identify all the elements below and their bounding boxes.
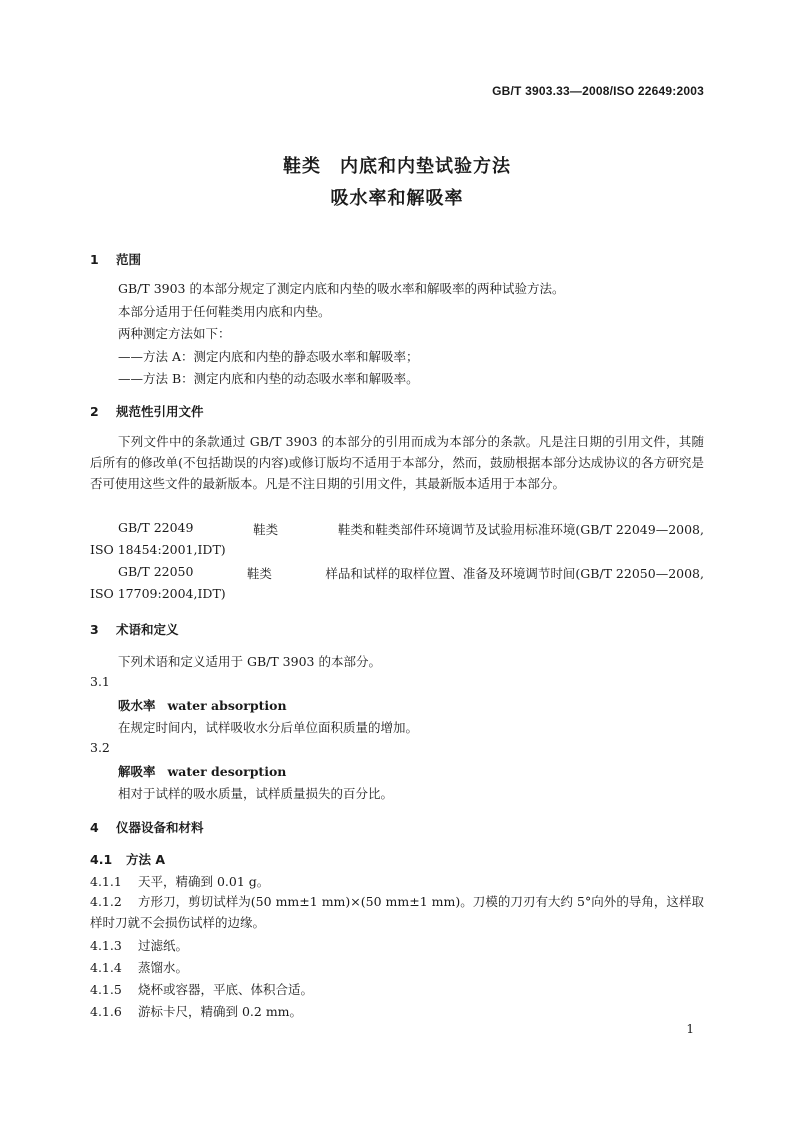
paragraph: 下列文件中的条款通过 GB/T 3903 的本部分的引用而成为本部分的条款。凡是注日期的引用文件，其随后所有的修改单(不包括勘误的内容)或修订版均不适用于本部分，然而，鼓励根据本部分达成协议的各方研究是否可使用这些文件的最新版本。凡是不注日期的引用文件，其最新版本适用于本部分。 — [90, 434, 704, 491]
reference-category: 鞋类 — [246, 566, 272, 581]
reference-code: GB/T 22049 — [118, 520, 194, 535]
reference-code: GB/T 22050 — [118, 564, 194, 579]
reference-1 — [118, 520, 704, 538]
list-item: 4.1.1 天平，精确到 0.01 g。 — [90, 874, 270, 889]
term-definition: 在规定时间内，试样吸收水分后单位面积质量的增加。 — [118, 720, 419, 735]
term-heading: 解吸率 water desorption — [118, 764, 287, 779]
list-item: ——方法 B：测定内底和内垫的动态吸水率和解吸率。 — [118, 371, 419, 386]
paragraph: 本部分适用于任何鞋类用内底和内垫。 — [118, 304, 331, 319]
term-number: 3.1 — [90, 674, 110, 689]
term-definition: 相对于试样的吸水质量，试样质量损失的百分比。 — [118, 786, 394, 801]
reference-1-continued: ISO 18454:2001,IDT) — [90, 542, 226, 557]
reference-2 — [118, 564, 704, 582]
list-item: 4.1.3 过滤纸。 — [90, 938, 189, 953]
paragraph: 两种测定方法如下： — [118, 326, 231, 341]
list-item: 4.1.5 烧杯或容器，平底、体积合适。 — [90, 982, 314, 997]
reference-category: 鞋类 — [253, 522, 279, 537]
term-heading: 吸水率 water absorption — [118, 698, 287, 713]
reference-title: 鞋类和鞋类部件环境调节及试验用标准环境(GB/T 22049—2008, — [337, 522, 704, 537]
section-3-heading: 3 术语和定义 — [90, 622, 179, 637]
section-4-heading: 4 仪器设备和材料 — [90, 820, 204, 835]
section-1-heading: 1 范围 — [90, 252, 142, 267]
document-title-line2: 吸水率和解吸率 — [330, 188, 464, 209]
page-number: 1 — [686, 1022, 694, 1036]
list-item: 4.1.2 方形刀，剪切试样为(50 mm±1 mm)×(50 mm±1 mm)。刀模的刀刃有大约 5°向外的导角，这样取样时刀就不会损伤试样的边缘。 — [90, 894, 704, 930]
reference-2-continued: ISO 17709:2004,IDT) — [90, 586, 226, 601]
list-item: 4.1.4 蒸馏水。 — [90, 960, 189, 975]
subsection-heading: 4.1 方法 A — [90, 852, 166, 867]
section-2-heading: 2 规范性引用文件 — [90, 404, 204, 419]
document-title-line1: 鞋类 内底和内垫试验方法 — [283, 156, 511, 177]
paragraph: GB/T 3903 的本部分规定了测定内底和内垫的吸水率和解吸率的两种试验方法。 — [118, 281, 565, 296]
list-item: 4.1.6 游标卡尺，精确到 0.2 mm。 — [90, 1004, 303, 1019]
term-number: 3.2 — [90, 740, 110, 755]
reference-title: 样品和试样的取样位置、准备及环境调节时间(GB/T 22050—2008, — [325, 566, 704, 581]
standard-number-header: GB/T 3903.33—2008/ISO 22649:2003 — [492, 84, 704, 98]
list-item: ——方法 A：测定内底和内垫的静态吸水率和解吸率； — [118, 349, 419, 364]
paragraph: 下列术语和定义适用于 GB/T 3903 的本部分。 — [118, 654, 381, 669]
